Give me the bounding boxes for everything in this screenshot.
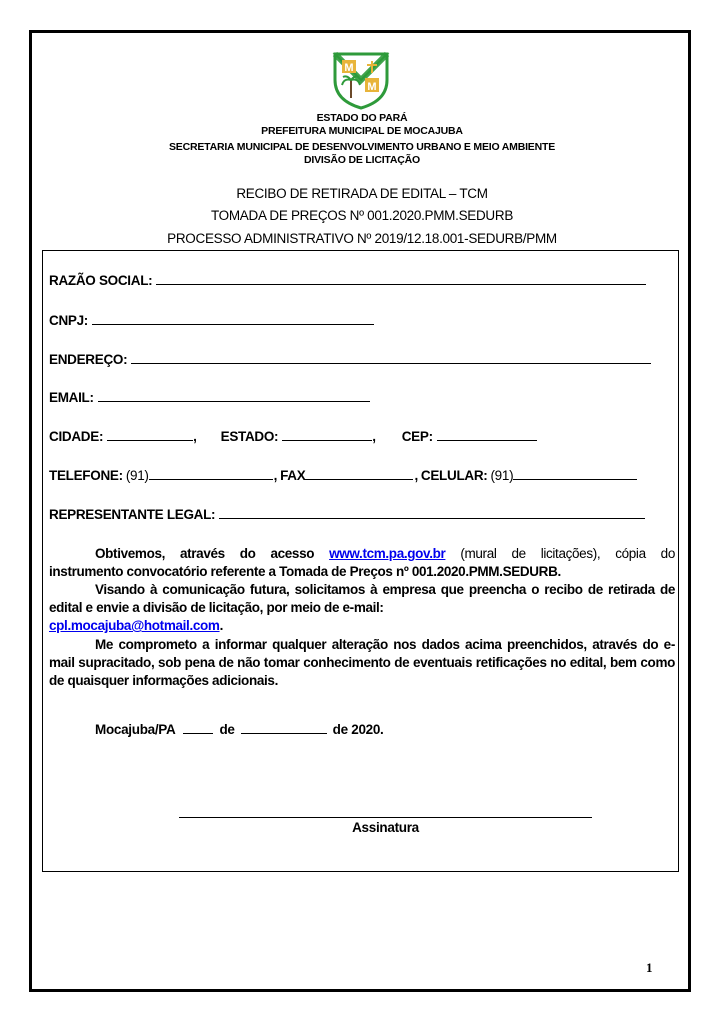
estado-line[interactable] [282,439,372,441]
municipal-crest-icon [331,50,391,110]
p3-text: Me comprometo a informar qualquer alteração nos dados acima preenchidos, através do e-mail supracitado, sob pena de não tomar conhecimento de eventuais retificações no edital, bem como de quaisquer informações adicionais. [49,637,675,688]
field-cidade-estado-cep[interactable] [49,429,537,444]
date-month-line[interactable] [241,732,327,734]
date-de-2: de 2020. [332,722,384,737]
paragraph-obtivemos [49,545,675,581]
cnpj-line[interactable] [92,323,374,325]
page-number: 1 [646,960,653,975]
date-day-line[interactable] [183,732,213,734]
signature-label: Assinatura [352,820,419,835]
cep-line[interactable] [437,439,537,441]
paragraph-visando [49,581,675,635]
celular-label: CELULAR: [420,468,488,483]
cep-label: CEP: [401,429,433,444]
telefone-line[interactable] [149,478,273,480]
date-de-1: de [219,722,235,737]
cnpj-label: CNPJ: [49,313,89,328]
tcm-link[interactable]: www.tcm.pa.gov.br [329,546,446,561]
title-processo: PROCESSO ADMINISTRATIVO Nº 2019/12.18.001-SEDURB/PMM [167,231,557,246]
crest-letter-bottom: M [367,81,377,93]
p1-text-a: Obtivemos, através do acesso [95,546,315,561]
estado-comma: , [372,429,376,444]
representante-line[interactable] [219,517,645,519]
fax-label: FAX [280,468,306,483]
telefone-label: TELEFONE: [49,468,123,483]
date-line[interactable] [95,722,384,737]
field-telefone-fax-celular[interactable] [49,468,637,483]
email-link[interactable]: cpl.mocajuba@hotmail.com [49,618,220,633]
endereco-label: ENDEREÇO: [49,352,128,367]
cidade-label: CIDADE: [49,429,104,444]
field-razao-social[interactable] [49,273,646,288]
telefone-comma: , [273,468,278,483]
celular-ddd: (91) [490,468,514,483]
email-line[interactable] [98,400,370,402]
endereco-line[interactable] [131,362,651,364]
signature-line[interactable] [179,817,592,818]
razao-social-line[interactable] [156,283,646,285]
representante-label: REPRESENTANTE LEGAL: [49,507,216,522]
p2-text: Visando à comunicação futura, solicitamos à empresa que preencha o recibo de retirada de edital e envie a divisão de licitação, por meio de e-mail: [49,582,675,615]
p1-text-b: (mural de licitações), cópia do [460,546,675,561]
field-email[interactable] [49,390,370,405]
header-state: ESTADO DO PARÁ [316,112,408,124]
title-tomada: TOMADA DE PREÇOS Nº 001.2020.PMM.SEDURB [210,208,514,223]
estado-label: ESTADO: [220,429,279,444]
celular-line[interactable] [513,478,637,480]
razao-social-label: RAZÃO SOCIAL: [49,273,153,288]
field-cnpj[interactable] [49,313,374,328]
cidade-line[interactable] [107,439,193,441]
header-secretaria: SECRETARIA MUNICIPAL DE DESENVOLVIMENTO URBANO E MEIO AMBIENTE [168,141,556,153]
email-label: EMAIL: [49,390,94,405]
cidade-comma: , [193,429,197,444]
fax-line[interactable] [305,478,413,480]
date-place: Mocajuba/PA [95,722,176,737]
header-prefeitura: PREFEITURA MUNICIPAL DE MOCAJUBA [261,125,463,137]
p1-text-c: instrumento convocatório referente a Tomada de Preços nº 001.2020.PMM.SEDURB. [49,564,561,579]
crest-letter-top: M [344,62,354,74]
title-recibo: RECIBO DE RETIRADA DE EDITAL – TCM [236,186,488,201]
p2-end: . [219,618,223,633]
field-representante[interactable] [49,507,645,522]
telefone-ddd: (91) [125,468,149,483]
fax-comma: , [414,468,418,483]
paragraph-compromisso [49,636,675,690]
header-divisao: DIVISÃO DE LICITAÇÃO [304,154,420,166]
field-endereco[interactable] [49,352,651,367]
